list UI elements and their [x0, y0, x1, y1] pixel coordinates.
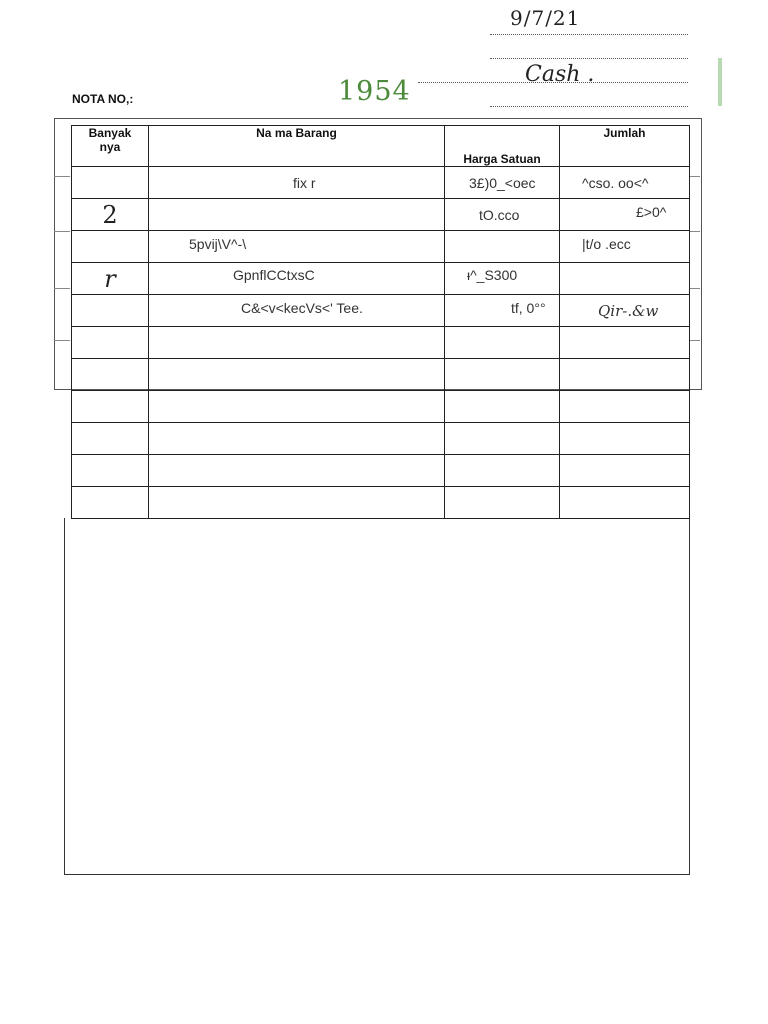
qty-cell — [72, 391, 149, 423]
table-row — [72, 423, 690, 455]
date-dotted-line — [490, 34, 688, 35]
qty-cell — [72, 295, 149, 327]
table-row — [72, 487, 690, 519]
table-row — [72, 295, 690, 327]
item-name-cell-text: C&<v<kecVs<' Tee. — [241, 299, 363, 316]
ghost-line — [690, 340, 700, 341]
qty-cell — [72, 327, 149, 359]
table-row — [72, 199, 690, 231]
item-name-cell-text: fix r — [293, 174, 316, 191]
total-cell-text: Qir-.&w — [598, 301, 659, 320]
item-name-cell — [149, 391, 445, 423]
qty-cell — [72, 487, 149, 519]
unit-price-cell — [445, 391, 560, 423]
unit-price-cell — [445, 263, 560, 295]
header-total: Jumlah — [560, 126, 690, 167]
ghost-line — [54, 340, 70, 341]
item-name-cell — [149, 455, 445, 487]
nota-number-stamp: 1954 — [338, 76, 411, 107]
qty-cell — [72, 231, 149, 263]
total-cell — [560, 455, 690, 487]
header-item-name: Na ma Barang — [149, 126, 445, 167]
nota-outer-box — [64, 518, 690, 875]
ghost-line — [54, 176, 70, 177]
item-name-cell-text: 5pvij\V^-\ — [189, 235, 247, 252]
table-row — [72, 231, 690, 263]
unit-price-cell-text: ᵼ^_S300 — [467, 266, 518, 283]
item-name-cell-text: GpnflCCtxsC — [233, 266, 315, 283]
total-cell — [560, 423, 690, 455]
header-unit-price: Harga Satuan — [445, 126, 560, 167]
total-cell-text: ^cso. oo<^ — [582, 174, 649, 191]
table-header-row — [72, 126, 690, 167]
table-row — [72, 327, 690, 359]
dotted-line — [490, 106, 688, 107]
ghost-line — [690, 288, 700, 289]
total-cell — [560, 295, 690, 327]
dotted-line — [490, 58, 688, 59]
qty-cell — [72, 359, 149, 391]
unit-price-cell — [445, 487, 560, 519]
item-name-cell — [149, 487, 445, 519]
item-name-cell — [149, 263, 445, 295]
header-qty: Banyak nya — [72, 126, 149, 167]
total-cell — [560, 359, 690, 391]
table-row — [72, 359, 690, 391]
total-cell — [560, 327, 690, 359]
item-name-cell — [149, 359, 445, 391]
item-name-cell — [149, 199, 445, 231]
item-name-cell — [149, 423, 445, 455]
total-cell — [560, 167, 690, 199]
items-table — [71, 125, 690, 519]
unit-price-cell-text: tO.cco — [479, 206, 520, 223]
item-name-cell — [149, 231, 445, 263]
item-name-cell — [149, 167, 445, 199]
nota-number-label: NOTA NO,: — [72, 92, 134, 106]
unit-price-cell-text: tf, 0°° — [511, 299, 546, 316]
qty-cell — [72, 423, 149, 455]
handwritten-payment-method: Cash . — [525, 62, 595, 87]
unit-price-cell — [445, 359, 560, 391]
unit-price-cell — [445, 423, 560, 455]
qty-cell — [72, 199, 149, 231]
table-row — [72, 391, 690, 423]
unit-price-cell-text: 3£)0_<oec — [469, 174, 536, 191]
table-row — [72, 263, 690, 295]
total-cell — [560, 487, 690, 519]
total-cell-text: |t/o .ecc — [582, 235, 631, 252]
qty-cell — [72, 263, 149, 295]
unit-price-cell — [445, 455, 560, 487]
item-name-cell — [149, 295, 445, 327]
total-cell-text: £>0^ — [636, 203, 667, 220]
qty-cell — [72, 455, 149, 487]
qty-cell-text: r — [104, 264, 116, 293]
qty-cell — [72, 167, 149, 199]
total-cell — [560, 391, 690, 423]
item-name-cell — [149, 327, 445, 359]
ghost-line — [54, 231, 70, 232]
table-row — [72, 455, 690, 487]
total-cell — [560, 263, 690, 295]
qty-cell-text: 2 — [102, 200, 118, 229]
unit-price-cell — [445, 199, 560, 231]
handwritten-date: 9/7/21 — [510, 6, 581, 30]
ghost-line — [690, 176, 700, 177]
unit-price-cell — [445, 327, 560, 359]
total-cell — [560, 231, 690, 263]
total-cell — [560, 199, 690, 231]
unit-price-cell — [445, 295, 560, 327]
ghost-line — [54, 288, 70, 289]
unit-price-cell — [445, 167, 560, 199]
ghost-line — [690, 231, 700, 232]
page-edge-mark — [718, 58, 722, 106]
unit-price-cell — [445, 231, 560, 263]
table-row — [72, 167, 690, 199]
